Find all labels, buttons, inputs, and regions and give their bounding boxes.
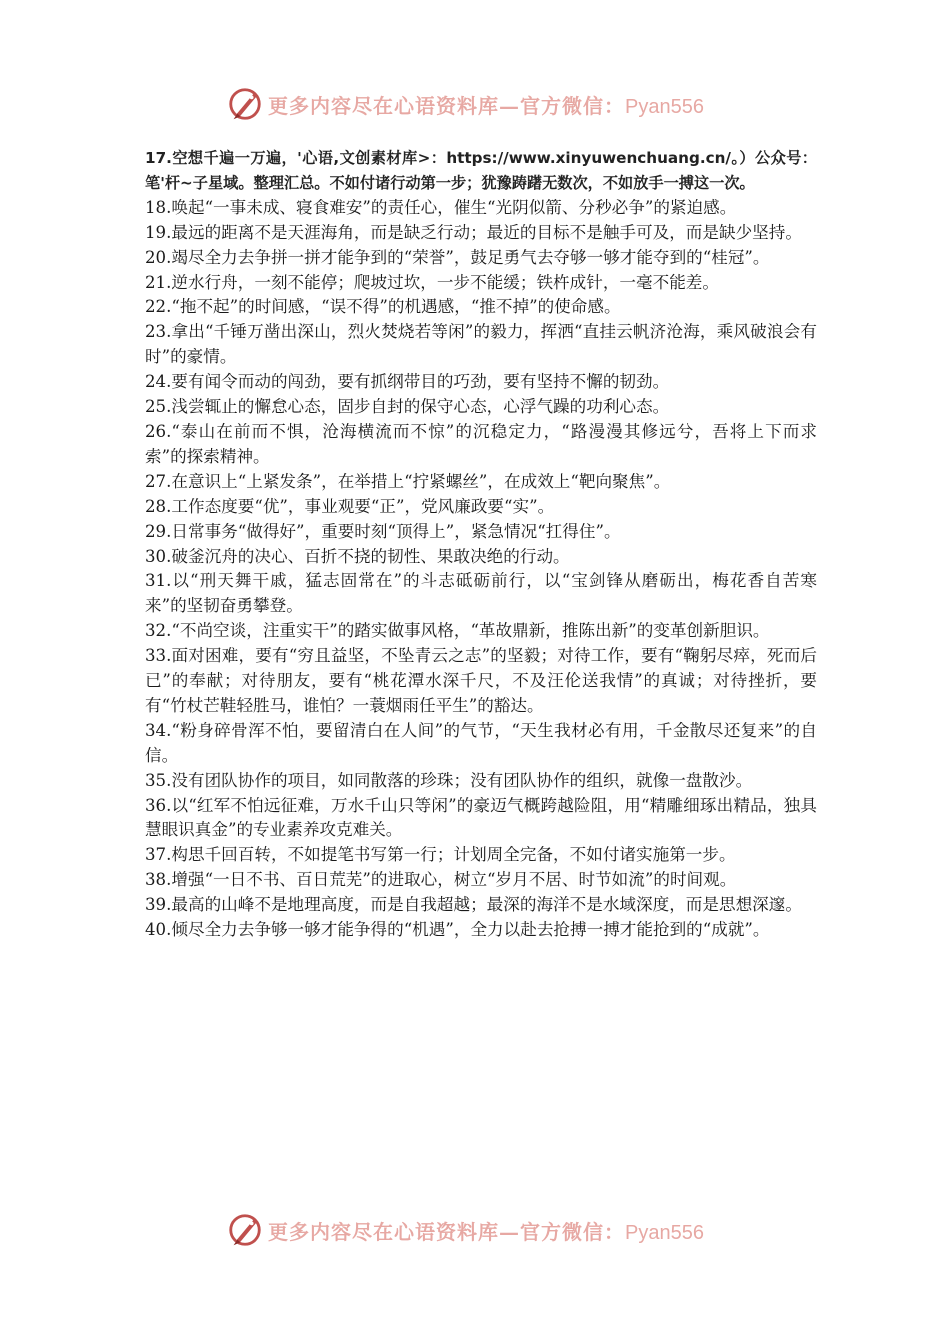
list-item-30: 30.破釜沉舟的决心、百折不挠的韧性、果敢决绝的行动。 xyxy=(145,546,570,566)
pen-logo-icon xyxy=(226,1211,264,1249)
document-body xyxy=(145,146,817,943)
list-item-25: 25.浅尝辄止的懈怠心态，固步自封的保守心态，心浮气躁的功利心态。 xyxy=(145,397,670,417)
banner-wechat-id: Pyan556 xyxy=(625,1221,704,1244)
banner-text: 更多内容尽在心语资料库—官方微信：Pyan556 xyxy=(268,93,704,118)
banner-wechat-id: Pyan556 xyxy=(625,95,704,118)
list-item-26: 26.“泰山在前而不惧，沧海横流而不惊”的沉稳定力，“路漫漫其修远兮，吾将上下而求索”的探索精神。 xyxy=(145,421,817,466)
list-item-27: 27.在意识上“上紧发条”，在举措上“拧紧螺丝”，在成效上“靶向聚焦”。 xyxy=(145,471,671,491)
list-item-24: 24.要有闻令而动的闯劲，要有抓纲带目的巧劲，要有坚持不懈的韧劲。 xyxy=(145,372,670,392)
list-item-35: 35.没有团队协作的项目，如同散落的珍珠；没有团队协作的组织，就像一盘散沙。 xyxy=(145,770,753,790)
list-item-20: 20.竭尽全力去争拼一拼才能争到的“荣誉”，鼓足勇气去夺够一够才能夺到的“桂冠”。 xyxy=(145,247,770,267)
list-item-31: 31.以“刑天舞干戚，猛志固常在”的斗志砥砺前行，以“宝剑锋从磨砺出，梅花香自苦寒来”的坚韧奋勇攀登。 xyxy=(145,571,817,616)
list-item-19: 19.最远的距离不是天涯海角，而是缺乏行动；最近的目标不是触手可及，而是缺少坚持。 xyxy=(145,222,802,242)
list-item-39: 39.最高的山峰不是地理高度，而是自我超越；最深的海洋不是水域深度，而是思想深邃。 xyxy=(145,895,802,915)
header-banner xyxy=(226,84,726,124)
list-item-37: 37.构思千回百转，不如提笔书写第一行；计划周全完备，不如付诸实施第一步。 xyxy=(145,845,736,865)
list-item-22: 22.“拖不起”的时间感，“误不得”的机遇感，“推不掉”的使命感。 xyxy=(145,297,621,317)
banner-text: 更多内容尽在心语资料库—官方微信：Pyan556 xyxy=(268,1219,704,1244)
footer-banner xyxy=(226,1210,726,1250)
list-item-38: 38.增强“一日不书、百日荒芜”的进取心，树立“岁月不居、时节如流”的时间观。 xyxy=(145,870,737,890)
list-item-23: 23.拿出“千锤万凿出深山，烈火焚烧若等闲”的毅力，挥洒“直挂云帆济沧海，乘风破浪会有时”的豪情。 xyxy=(145,322,817,367)
list-item-28: 28.工作态度要“优”，事业观要“正”，党风廉政要“实”。 xyxy=(145,496,555,516)
list-item-29: 29.日常事务“做得好”，重要时刻“顶得上”，紧急情况“扛得住”。 xyxy=(145,521,621,541)
list-item-34: 34.“粉身碎骨浑不怕，要留清白在人间”的气节，“天生我材必有用，千金散尽还复来”的自信。 xyxy=(145,720,817,765)
list-item-36: 36.以“红军不怕远征难，万水千山只等闲”的豪迈气概跨越险阻，用“精雕细琢出精品，独具慧眼识真金”的专业素养攻克难关。 xyxy=(145,795,817,840)
list-item-18: 18.唤起“一事未成、寝食难安”的责任心，催生“光阴似箭、分秒必争”的紧迫感。 xyxy=(145,197,737,217)
list-item-32: 32.“不尚空谈，注重实干”的踏实做事风格，“革故鼎新，推陈出新”的变革创新胆识。 xyxy=(145,621,770,641)
pen-logo-icon xyxy=(226,85,264,123)
list-item-17: 17.空想千遍一万遍，'心语,文创素材库>：https://www.xinyuwenchuang.cn/。）公众号：笔'杆~子星域。整理汇总。不如付诸行动第一步；犹豫踌躇无数次，不如放手一搏这一次。 xyxy=(145,149,817,192)
list-item-40: 40.倾尽全力去争够一够才能争得的“机遇”，全力以赴去抢搏一搏才能抢到的“成就”。 xyxy=(145,920,770,940)
list-item-33: 33.面对困难，要有“穷且益坚，不坠青云之志”的坚毅；对待工作，要有“鞠躬尽瘁，死而后已”的奉献；对待朋友，要有“桃花潭水深千尺，不及汪伦送我情”的真诚；对待挫折，要有“竹杖芒鞋轻胜马，谁怕？一蓑烟雨任平生”的豁达。 xyxy=(145,646,817,715)
list-item-21: 21.逆水行舟，一刻不能停；爬坡过坎，一步不能缓；铁杵成针，一毫不能差。 xyxy=(145,272,719,292)
